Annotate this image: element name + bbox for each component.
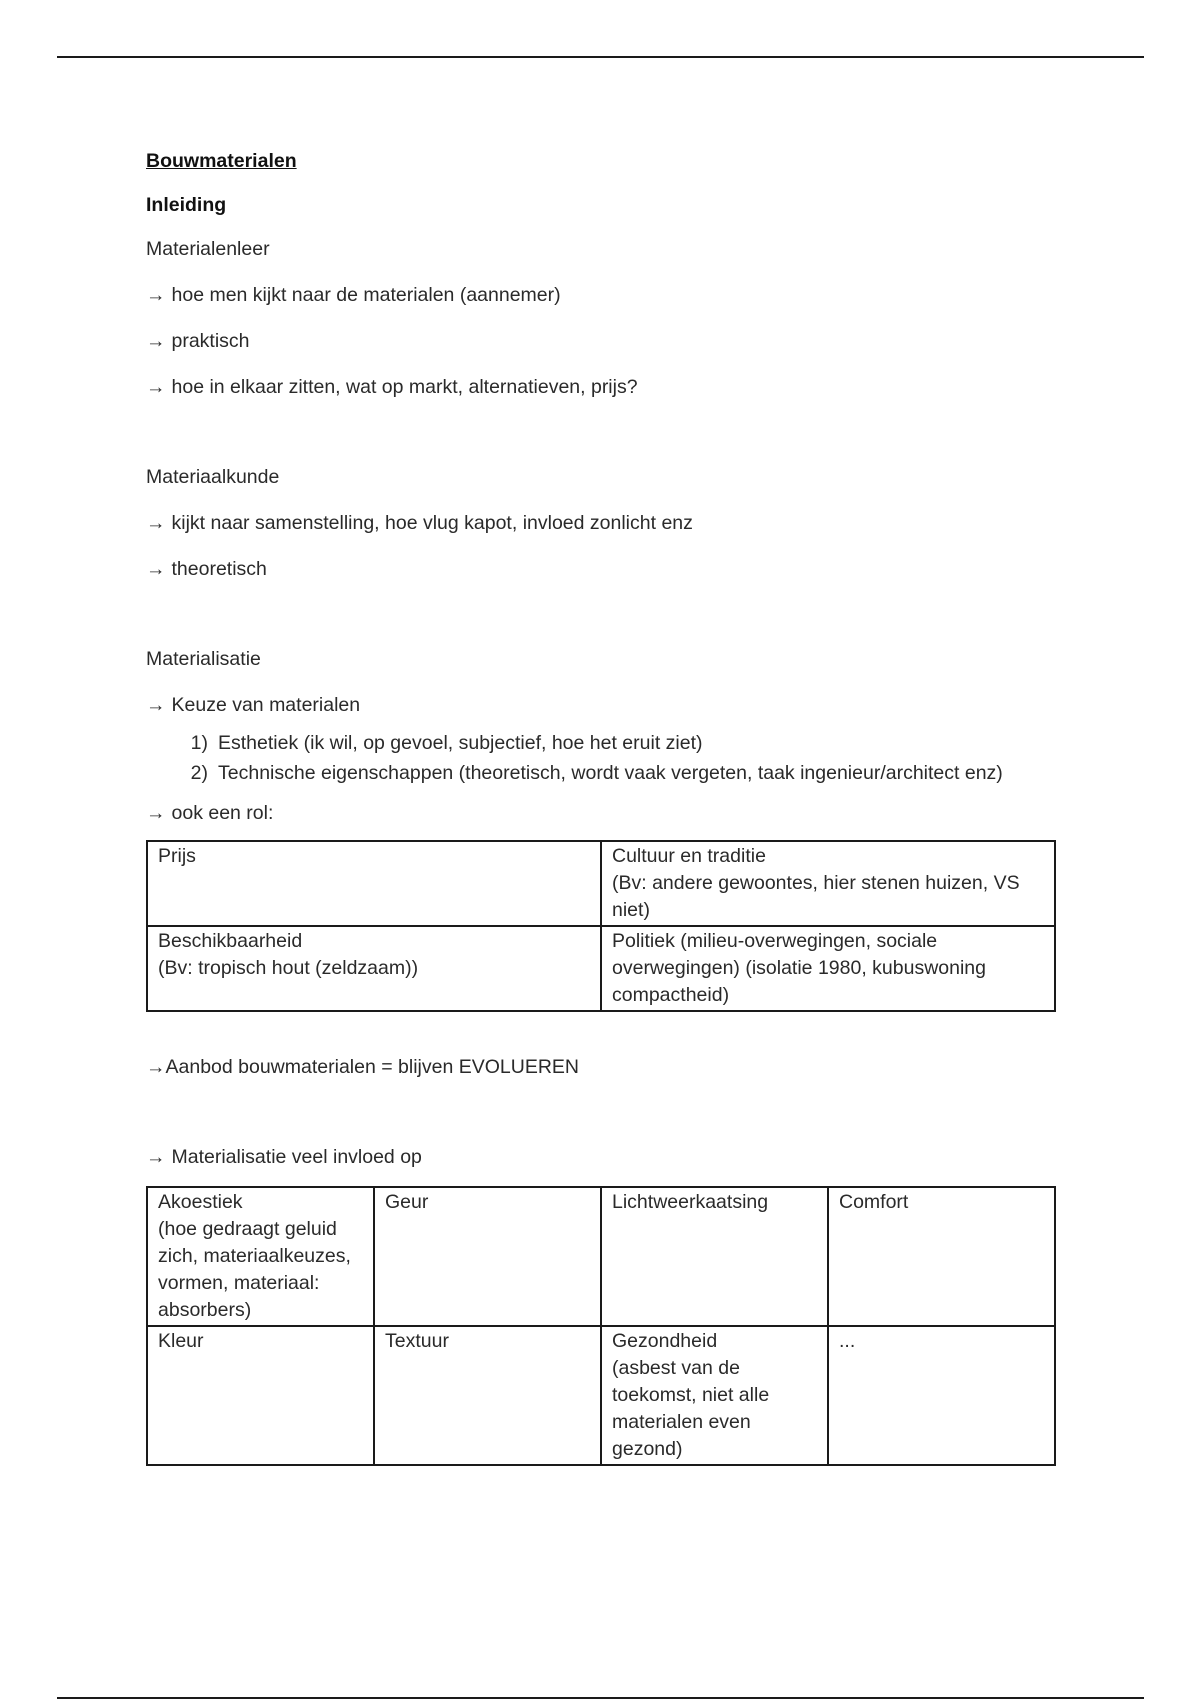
section-heading: Materiaalkunde [146,466,280,488]
document-body [146,148,1066,1466]
section-subtitle: Inleiding [146,194,227,216]
arrow-icon: → [146,558,166,580]
arrow-item: → theoretisch [146,558,267,580]
arrow-item: → praktisch [146,330,250,352]
table-cell: Comfort [828,1187,1055,1326]
table-cell: Politiek (milieu-overwegingen, sociale overwegingen) (isolatie 1980, kubuswoning compactheid) [601,926,1055,1011]
arrow-icon: → [146,694,166,716]
arrow-item: → kijkt naar samenstelling, hoe vlug kapot, invloed zonlicht enz [146,512,693,534]
arrow-item: → hoe men kijkt naar de materialen (aannemer) [146,284,561,306]
arrow-icon: → [146,512,166,534]
section-heading: Materialenleer [146,238,270,260]
document-title: Bouwmaterialen [146,150,297,172]
list-item: 1) Esthetiek (ik wil, op gevoel, subjectief, hoe het eruit ziet) [190,732,703,754]
arrow-icon: → [146,1056,166,1078]
section-heading: Materialisatie [146,648,261,670]
table-cell: Kleur [147,1326,374,1465]
table-row [147,1326,1055,1465]
table-cell: Akoestiek (hoe gedraagt geluid zich, materiaalkeuzes, vormen, materiaal: absorbers) [147,1187,374,1326]
arrow-icon: → [146,330,166,352]
table-row [147,841,1055,926]
arrow-icon: → [146,802,166,824]
table-cell: Gezondheid (asbest van de toekomst, niet alle materialen even gezond) [601,1326,828,1465]
table-cell: ... [828,1326,1055,1465]
arrow-item: → Keuze van materialen [146,694,361,716]
arrow-icon: → [146,284,166,306]
table-row [147,1187,1055,1326]
table-cell: Prijs [147,841,601,926]
table-cell: Textuur [374,1326,601,1465]
arrow-item: → Materialisatie veel invloed op [146,1146,422,1168]
arrow-item: →Aanbod bouwmaterialen = blijven EVOLUEREN [146,1056,580,1078]
arrow-icon: → [146,1146,166,1168]
factors-table [146,840,1056,1012]
header-rule [57,56,1144,58]
table-cell: Geur [374,1187,601,1326]
arrow-item: → hoe in elkaar zitten, wat op markt, alternatieven, prijs? [146,376,638,398]
footer-rule [57,1697,1144,1699]
numbered-list [146,728,1066,788]
arrow-item: → ook een rol: [146,802,274,824]
influence-table [146,1186,1056,1466]
table-row [147,926,1055,1011]
table-cell: Lichtweerkaatsing [601,1187,828,1326]
table-cell: Beschikbaarheid (Bv: tropisch hout (zeldzaam)) [147,926,601,1011]
table-cell: Cultuur en traditie (Bv: andere gewoontes, hier stenen huizen, VS niet) [601,841,1055,926]
arrow-icon: → [146,376,166,398]
list-item: 2) Technische eigenschappen (theoretisch, wordt vaak vergeten, taak ingenieur/architect enz) [190,762,1003,784]
